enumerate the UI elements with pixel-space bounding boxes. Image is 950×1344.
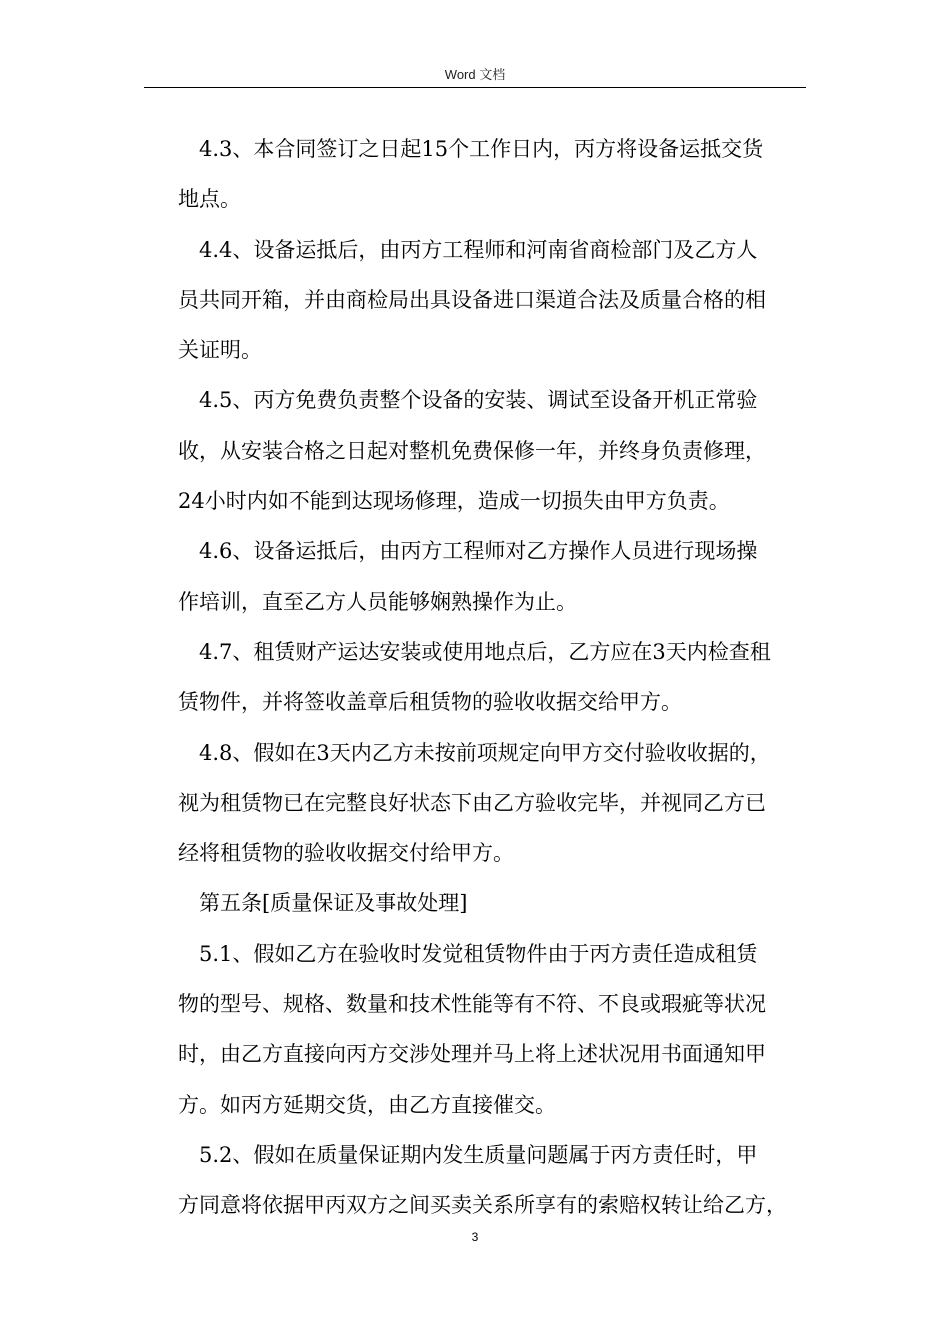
page-header-title: Word 文档 [444,67,506,82]
text-line: 4.6、设备运抵后，由丙方工程师对乙方操作人员进行现场操 [199,539,758,564]
text-line: 作培训，直至乙方人员能够娴熟操作为止。 [178,589,577,614]
text-line: 收，从安装合格之日起对整机免费保修一年，并终身负责修理， [178,438,766,463]
text-line: 4.5、丙方免费负责整个设备的安装、调试至设备开机正常验 [199,388,758,413]
text-line: 4.7、租赁财产运达安装或使用地点后，乙方应在3天内检查租 [199,639,771,664]
text-line: 方。如丙方延期交货，由乙方直接催交。 [178,1092,556,1117]
text-line: 5.2、假如在质量保证期内发生质量问题属于丙方责任时，甲 [199,1142,758,1167]
text-line: 4.3、本合同签订之日起15个工作日内，丙方将设备运抵交货 [199,137,764,161]
text-line: 方同意将依据甲丙双方之间买卖关系所享有的索赔权转让给乙方， [178,1193,787,1218]
document-body [178,124,808,1231]
text-line: 员共同开箱，并由商检局出具设备进口渠道合法及质量合格的相 [178,287,766,312]
text-line: 视为租赁物已在完整良好状态下由乙方验收完毕，并视同乙方已 [178,790,766,815]
text-line: 经将租赁物的验收收据交付给甲方。 [178,841,514,866]
text-line: 关证明。 [178,338,262,363]
text-line: 赁物件，并将签收盖章后租赁物的验收收据交给甲方。 [178,690,682,715]
text-line: 4.8、假如在3天内乙方未按前项规定向甲方交付验收收据的， [199,740,771,765]
text-line: 时，由乙方直接向丙方交涉处理并马上将上述状况用书面通知甲 [178,1042,766,1067]
text-line: 5.1、假如乙方在验收时发觉租赁物件由于丙方责任造成租赁 [199,941,758,966]
header-rule [144,87,806,88]
section-heading: 第五条[质量保证及事故处理] [199,891,468,916]
page-number: 3 [471,1230,479,1244]
text-line: 4.4、设备运抵后，由丙方工程师和河南省商检部门及乙方人 [199,237,758,262]
text-line: 地点。 [178,187,241,212]
text-line: 24小时内如不能到达现场修理，造成一切损失由甲方负责。 [178,489,730,514]
text-line: 物的型号、规格、数量和技术性能等有不符、不良或瑕疵等状况 [178,992,766,1017]
